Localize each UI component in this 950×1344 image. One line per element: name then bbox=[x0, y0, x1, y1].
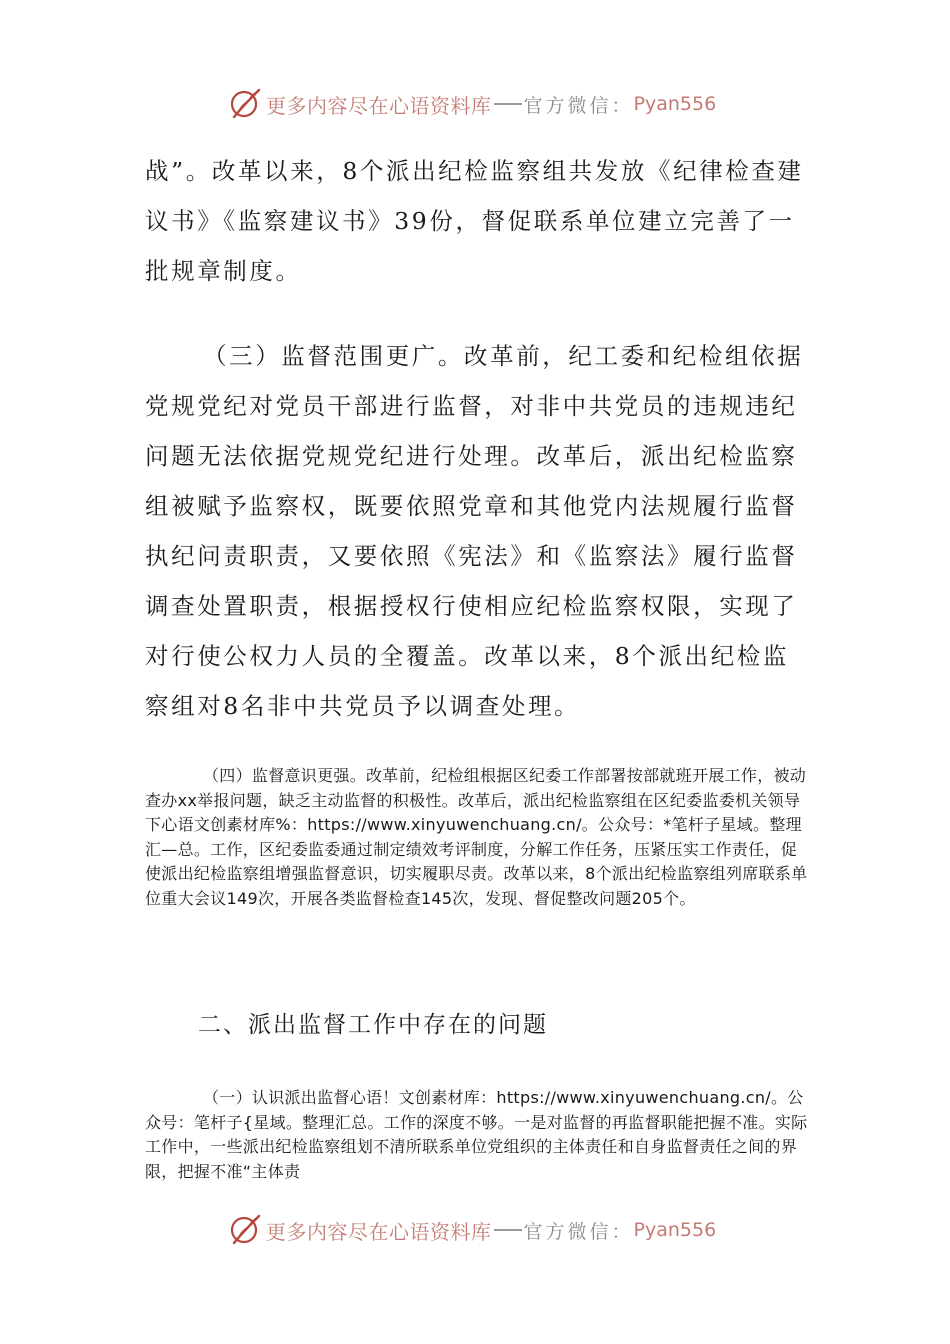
watermark-separator bbox=[494, 1229, 522, 1231]
paragraph-supervision-awareness: （四）监督意识更强。改革前，纪检组根据区纪委工作部署按部就班开展工作，被动查办xx举报问题，缺乏主动监督的积极性。改革后，派出纪检监察组在区纪委监委机关领导下心语文创素材库%：https://www.xinyuwenchuang.cn/。公众号：*笔杆子星域。整理汇—总。工作，区纪委监委通过制定绩效考评制度，分解工作任务，压紧压实工作责任，促使派出纪检监察组增强监督意识，切实履职尽责。改革以来，8个派出纪检监察组列席联系单位重大会议149次，开展各类监督检查145次，发现、督促整改问题205个。 bbox=[145, 766, 808, 908]
watermark-wechat-label: 官方微信： bbox=[523, 1220, 634, 1243]
paragraph-supervision-scope: （三）监督范围更广。改革前，纪工委和纪检组依据党规党纪对党员干部进行监督，对非中共党员的违规违纪问题无法依据党规党纪进行处理。改革后，派出纪检监察组被赋予监察权，既要依照党章和其他党内法规履行监督执纪问责职责，又要依照《宪法》和《监察法》履行监督调查处置职责，根据授权行使相应纪检监察权限，实现了对行使公权力人员的全覆盖。改革以来，8个派出纪检监察组对8名非中共党员予以调查处理。 bbox=[145, 342, 804, 720]
section-heading-problems: 二、派出监督工作中存在的问题 bbox=[198, 1012, 548, 1038]
watermark-wechat-id: Pyan556 bbox=[633, 1219, 717, 1241]
footer-watermark bbox=[228, 1210, 716, 1250]
watermark-site-text: 更多内容尽在心语资料库 bbox=[266, 1219, 492, 1244]
watermark-wechat-label: 官方微信： bbox=[523, 94, 634, 117]
header-watermark bbox=[228, 84, 716, 124]
watermark-separator bbox=[494, 103, 522, 105]
quill-logo-icon bbox=[228, 1213, 262, 1247]
watermark-site-text: 更多内容尽在心语资料库 bbox=[266, 93, 492, 118]
paragraph-reform-suggestions: 战”。改革以来，8个派出纪检监察组共发放《纪律检查建议书》《监察建议书》39份，督促联系单位建立完善了一批规章制度。 bbox=[145, 157, 804, 285]
watermark-wechat-id: Pyan556 bbox=[633, 93, 717, 115]
paragraph-understanding-depth: （一）认识派出监督心语！文创素材库：https://www.xinyuwenchuang.cn/。公众号：笔杆子{星域。整理汇总。工作的深度不够。一是对监督的再监督职能把握不准。实际工作中，一些派出纪检监察组划不清所联系单位党组织的主体责任和自身监督责任之间的界限，把握不准“主体责 bbox=[145, 1088, 808, 1181]
quill-logo-icon bbox=[228, 87, 262, 121]
